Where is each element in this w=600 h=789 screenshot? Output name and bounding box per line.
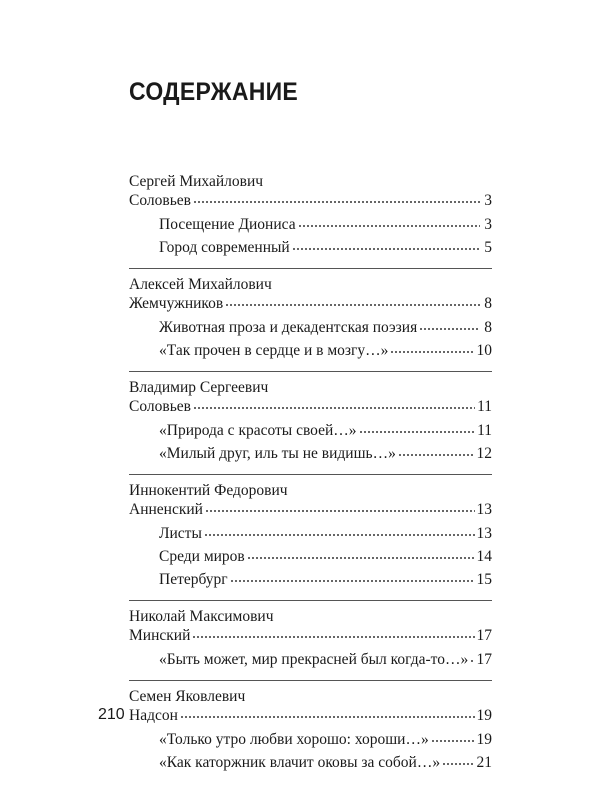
author-page-number: 8 (484, 295, 492, 312)
work-page-number: 14 (476, 548, 492, 565)
dot-leader (247, 556, 475, 560)
dot-leader (193, 200, 480, 204)
work-entry[interactable] (159, 442, 492, 465)
work-title: Животная проза и декадентская поэзия (159, 319, 418, 336)
dot-leader (204, 533, 475, 537)
dot-leader (192, 635, 474, 639)
author-page-number: 13 (476, 501, 492, 518)
author-last-name: Минский (129, 627, 191, 644)
work-title: «Природа с красоты своей…» (159, 422, 357, 439)
page-number: 210 (98, 706, 125, 723)
work-entry[interactable] (159, 568, 492, 591)
work-entry[interactable] (159, 213, 492, 236)
dot-leader (390, 350, 474, 354)
dot-leader (419, 327, 480, 331)
work-page-number: 12 (476, 445, 492, 462)
work-title: Посещение Диониса (159, 216, 296, 233)
author-last-name: Анненский (129, 501, 203, 518)
author-first-name: Сергей Михайлович (129, 173, 264, 190)
dot-leader (442, 762, 474, 766)
work-page-number: 19 (476, 731, 492, 748)
work-entry[interactable] (159, 236, 492, 259)
work-entry[interactable] (159, 339, 492, 362)
author-last-name: Жемчужников (129, 295, 224, 312)
work-entry[interactable] (159, 648, 492, 671)
author-first-name: Алексей Михайлович (129, 276, 272, 293)
work-title: Город современный (159, 239, 290, 256)
toc-section (129, 378, 492, 475)
work-page-number: 5 (484, 239, 492, 256)
dot-leader (230, 579, 475, 583)
dot-leader (431, 739, 475, 743)
dot-leader (193, 406, 475, 410)
work-page-number: 11 (477, 422, 492, 439)
author-entry[interactable] (129, 626, 492, 645)
toc-section (129, 481, 492, 601)
author-last-name: Соловьев (129, 398, 191, 415)
author-entry[interactable] (129, 706, 492, 725)
work-title: Листы (159, 525, 202, 542)
author-page-number: 17 (476, 627, 492, 644)
author-first-name: Владимир Сергеевич (129, 379, 269, 396)
dot-leader (180, 715, 475, 719)
work-page-number: 3 (484, 216, 492, 233)
work-title: «Как каторжник влачит оковы за собой…» (159, 754, 441, 771)
author-last-name: Надсон (129, 707, 178, 724)
dot-leader (398, 453, 475, 457)
page-title: СОДЕРЖАНИЕ (129, 78, 299, 106)
author-entry[interactable] (129, 294, 492, 313)
work-entry[interactable] (159, 316, 492, 339)
author-first-name: Семен Яковлевич (129, 688, 246, 705)
dot-leader (205, 509, 475, 513)
toc-section (129, 687, 492, 783)
work-page-number: 10 (476, 342, 492, 359)
work-entry[interactable] (159, 751, 492, 774)
toc-section (129, 275, 492, 372)
work-page-number: 13 (476, 525, 492, 542)
author-last-name: Соловьев (129, 192, 191, 209)
dot-leader (470, 659, 474, 663)
work-entry[interactable] (159, 545, 492, 568)
dot-leader (298, 224, 480, 228)
dot-leader (225, 303, 480, 307)
author-first-name: Иннокентий Федорович (129, 482, 288, 499)
work-entry[interactable] (159, 419, 492, 442)
dot-leader (359, 430, 476, 434)
work-entry[interactable] (159, 728, 492, 751)
author-entry[interactable] (129, 500, 492, 519)
work-title: «Быть может, мир прекрасней был когда-то…» (159, 651, 469, 668)
work-title: «Милый друг, иль ты не видишь…» (159, 445, 396, 462)
work-title: «Так прочен в сердце и в мозгу…» (159, 342, 389, 359)
work-page-number: 8 (484, 319, 492, 336)
table-of-contents (129, 172, 492, 789)
dot-leader (292, 247, 480, 251)
author-entry[interactable] (129, 191, 492, 210)
author-first-name: Николай Максимович (129, 608, 274, 625)
work-page-number: 17 (476, 651, 492, 668)
work-title: Петербург (159, 571, 228, 588)
author-page-number: 19 (476, 707, 492, 724)
work-title: «Только утро любви хорошо: хороши…» (159, 731, 429, 748)
toc-section (129, 607, 492, 681)
work-entry[interactable] (159, 522, 492, 545)
work-title: Среди миров (159, 548, 245, 565)
work-page-number: 21 (476, 754, 492, 771)
toc-section (129, 172, 492, 269)
author-page-number: 3 (484, 192, 492, 209)
author-entry[interactable] (129, 397, 492, 416)
author-page-number: 11 (477, 398, 492, 415)
work-page-number: 15 (476, 571, 492, 588)
